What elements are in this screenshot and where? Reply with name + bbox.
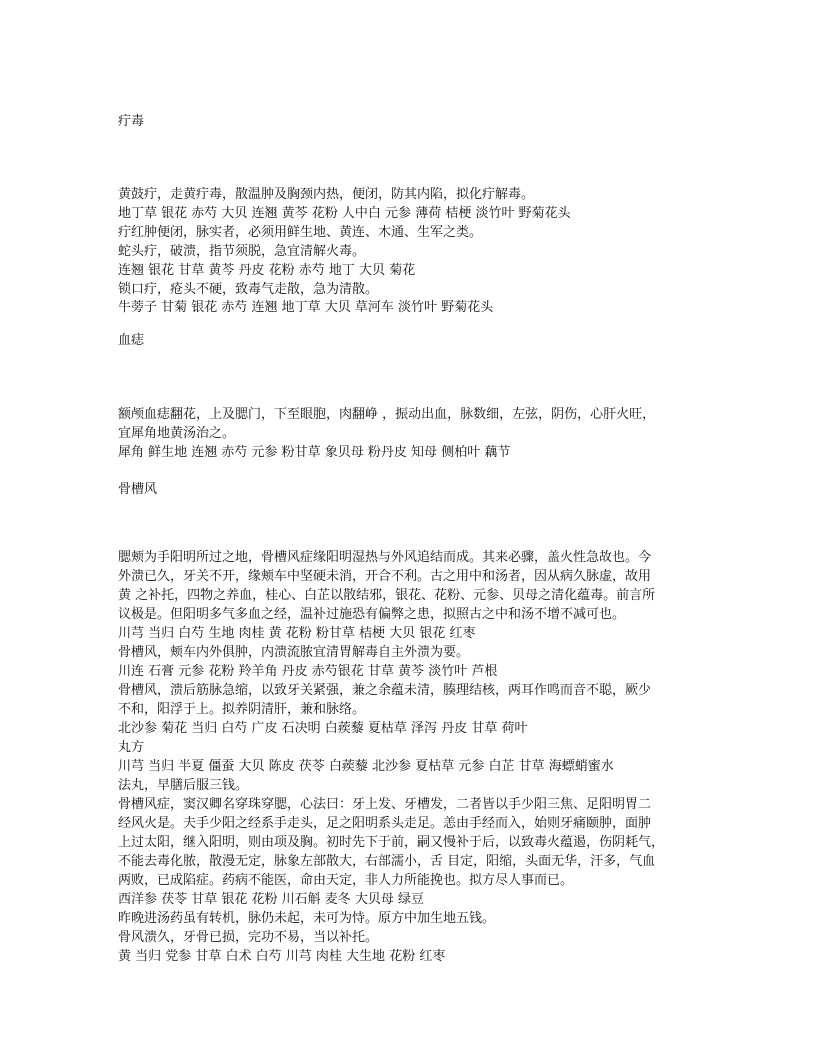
text-line: 上过太阳，继入阳明，则由项及胸。初时先下于前，嗣又慢补于后，以致毒火蕴遏，伤阴耗气， [118, 835, 665, 850]
text-line: 议极是。但阳明多气多血之经，温补过施恐有偏弊之患，拟照古之中和汤不增不减可也。 [118, 607, 626, 622]
prescription-line: 川芎 当归 半夏 僵蚕 大贝 陈皮 茯苓 白蒺藜 北沙参 夏枯草 元参 白芷 甘草 海螵蛸蜜水 [118, 759, 614, 774]
section-heading-gucaofeng: 骨槽风 [118, 482, 158, 497]
text-line: 骨槽风症，窦汉卿名穿珠穿腮，心法曰：牙上发、牙槽发，二者皆以手少阳三焦、足阳明胃二 [118, 797, 652, 812]
prescription-line: 西洋参 茯苓 甘草 银花 花粉 川石斛 麦冬 大贝母 绿豆 [118, 892, 425, 907]
text-line: 骨槽风，颊车内外俱肿，内溃流脓宜清胃解毒自主外溃为要。 [118, 645, 470, 660]
text-line: 不和，阳浮于上。拟养阴清肝，兼和脉络。 [118, 702, 366, 717]
section-heading-xuezhi: 血痣 [118, 333, 145, 348]
text-line: 疔红肿便闭，脉实者，必须用鲜生地、黄连、木通、生军之类。 [118, 225, 483, 240]
text-line: 骨槽风，溃后筋脉急缩，以致牙关紧强，兼之余蕴未清，腠理结核，两耳作鸣而音不聪，厥少 [118, 683, 652, 698]
section-heading-dingdu: 疔毒 [118, 114, 145, 129]
text-line: 两败，已成陷症。药病不能医，命由天定，非人力所能挽也。拟方尽人事而已。 [118, 873, 574, 888]
prescription-line: 黄 当归 党参 甘草 白术 白芍 川芎 肉桂 大生地 花粉 红枣 [118, 949, 446, 964]
text-line: 黄鼓疔，走黄疔毒，散温肿及胸颈内热，便闭，防其内陷，拟化疔解毒。 [118, 187, 535, 202]
prescription-line: 连翘 银花 甘草 黄芩 丹皮 花粉 赤芍 地丁 大贝 菊花 [118, 263, 416, 278]
prescription-line: 川芎 当归 白芍 生地 肉桂 黄 花粉 粉甘草 桔梗 大贝 银花 红枣 [118, 626, 476, 641]
text-line: 宜犀角地黄汤治之。 [118, 426, 236, 441]
text-line: 不能去毒化脓，散漫无定，脉象左部散大，右部濡小，舌 目定，阳缩，头面无华，汗多，气血 [118, 854, 656, 869]
text-line: 昨晚进汤药虽有转机，脉仍未起，未可为恃。原方中加生地五钱。 [118, 911, 496, 926]
text-line: 腮颊为手阳明所过之地，骨槽风症缘阳明湿热与外风追结而成。其来必骤，盖火性急故也。今 [118, 550, 652, 565]
prescription-line: 犀角 鲜生地 连翘 赤芍 元参 粉甘草 象贝母 粉丹皮 知母 侧柏叶 藕节 [118, 445, 511, 460]
text-line: 锁口疔，疮头不硬，致毒气走散，急为清散。 [118, 282, 379, 297]
text-line: 蛇头疔，破溃，指节须脱，急宜清解火毒。 [118, 244, 366, 259]
text-line: 外溃已久，牙关不开，缘颊车中坚硬未消，开合不利。古之用中和汤者，因从病久脉虚，故用 [118, 569, 652, 584]
prescription-line: 北沙参 菊花 当归 白芍 广皮 石决明 白蒺藜 夏枯草 泽泻 丹皮 甘草 荷叶 [118, 721, 528, 736]
subheading-pill-formula: 丸方 [118, 740, 145, 755]
text-line: 法丸，早膳后服三钱。 [118, 778, 249, 793]
text-line: 额颅血痣翻花，上及腮门，下至眼胞，肉翻峥 ，振动出血，脉数细，左弦，阴伤，心肝火旺， [118, 407, 656, 422]
prescription-line: 川连 石膏 元参 花粉 羚羊角 丹皮 赤芍银花 甘草 黄芩 淡竹叶 芦根 [118, 664, 498, 679]
text-line: 黄 之补托，四物之养血，桂心、白芷以散结邪，银花、花粉、元参、贝母之清化蕴毒。前言所 [118, 588, 656, 603]
prescription-line: 牛蒡子 甘菊 银花 赤芍 连翘 地丁草 大贝 草河车 淡竹叶 野菊花头 [118, 300, 494, 315]
text-line: 骨风溃久，牙骨已损，完功不易，当以补托。 [118, 930, 379, 945]
prescription-line: 地丁草 银花 赤芍 大贝 连翘 黄芩 花粉 人中白 元参 薄荷 桔梗 淡竹叶 野菊花头 [118, 206, 571, 221]
text-line: 经风火是。夫手少阳之经系手走头，足之阳明系头走足。恙由手经而入，始则牙痛颐肿，面肿 [118, 816, 652, 831]
